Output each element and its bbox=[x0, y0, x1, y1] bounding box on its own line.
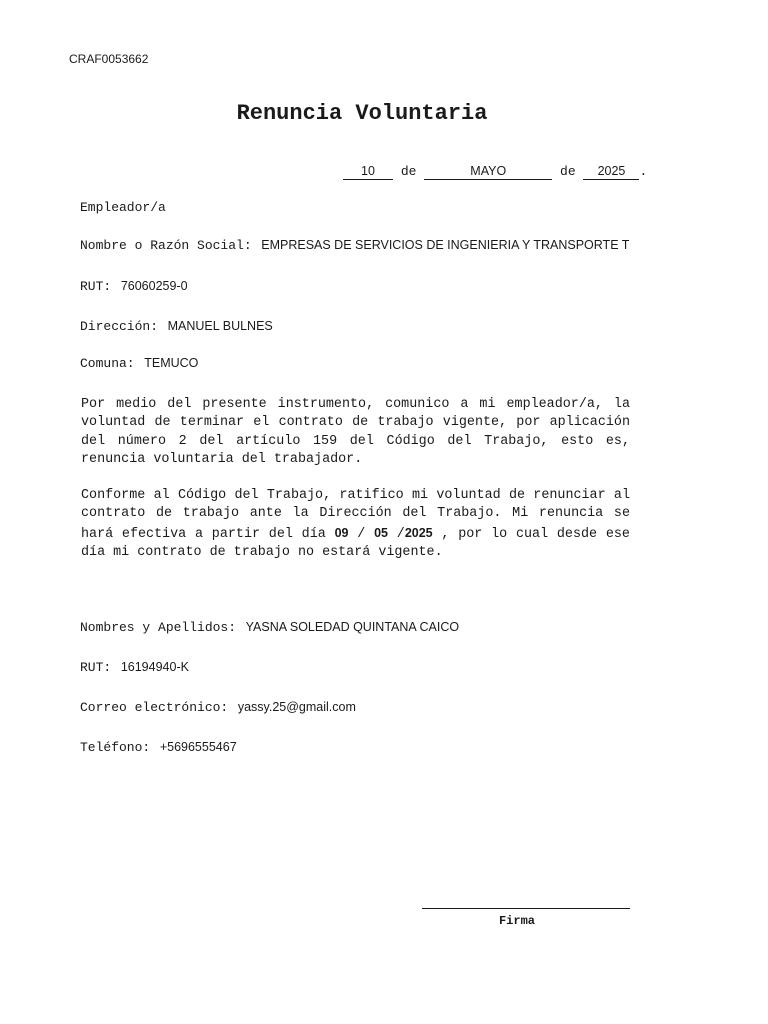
worker-rut-row bbox=[80, 658, 189, 676]
date-separator-2: de bbox=[560, 164, 576, 179]
employer-heading: Empleador/a bbox=[80, 200, 166, 215]
worker-phone-label: Teléfono: bbox=[80, 740, 151, 755]
employer-address-value: MANUEL BULNES bbox=[167, 319, 273, 333]
employer-name-row bbox=[80, 236, 629, 254]
date-separator-1: de bbox=[400, 164, 417, 179]
worker-phone-value: +5696555467 bbox=[159, 740, 237, 754]
employer-commune-value: TEMUCO bbox=[144, 356, 199, 370]
worker-rut-value: 16194940-K bbox=[120, 660, 189, 674]
worker-name-row bbox=[80, 618, 459, 636]
effective-month: 05 bbox=[374, 525, 388, 540]
employer-rut-value: 76060259-0 bbox=[120, 279, 188, 293]
worker-name-value: YASNA SOLEDAD QUINTANA CAICO bbox=[245, 620, 460, 634]
resignation-paragraph-2 bbox=[81, 487, 630, 562]
date-day: 10 bbox=[343, 164, 393, 180]
worker-email-value: yassy.25@gmail.com bbox=[237, 700, 356, 714]
date-month: MAYO bbox=[424, 164, 552, 180]
effective-year: 2025 bbox=[404, 525, 433, 540]
worker-email-row bbox=[80, 698, 356, 716]
employer-rut-label: RUT: bbox=[80, 279, 112, 294]
employer-address-label: Dirección: bbox=[80, 319, 159, 334]
worker-name-label: Nombres y Apellidos: bbox=[80, 620, 237, 635]
date-line bbox=[343, 164, 647, 180]
worker-email-label: Correo electrónico: bbox=[80, 700, 229, 715]
document-code: CRAF0053662 bbox=[69, 52, 149, 66]
employer-address-row bbox=[80, 317, 273, 335]
employer-rut-row bbox=[80, 277, 188, 295]
effective-date-slash-1: / bbox=[357, 526, 366, 542]
worker-phone-row bbox=[80, 738, 237, 756]
worker-rut-label: RUT: bbox=[80, 660, 112, 675]
employer-name-value: EMPRESAS DE SERVICIOS DE INGENIERIA Y TRANSPORTE T bbox=[261, 238, 630, 252]
document-title: Renuncia Voluntaria bbox=[236, 101, 488, 126]
effective-day: 09 bbox=[334, 525, 349, 540]
paragraph-2-text-after: , por lo cual desde ese día mi contrato de trabajo no estará vigente. bbox=[81, 526, 630, 560]
date-year: 2025 bbox=[583, 164, 639, 180]
employer-name-label: Nombre o Razón Social: bbox=[80, 238, 252, 253]
date-end: . bbox=[639, 164, 648, 179]
resignation-paragraph-1: Por medio del presente instrumento, comunico a mi empleador/a, la voluntad de terminar el contrato de trabajo vigente, por aplicación del número 2 del artículo 159 del Código del Trabajo, esto es, renuncia voluntaria del trabajador. bbox=[81, 397, 630, 467]
signature-line bbox=[422, 908, 630, 909]
employer-commune-row bbox=[80, 354, 198, 372]
effective-date-slash-2: / bbox=[396, 526, 405, 542]
employer-commune-label: Comuna: bbox=[80, 356, 135, 371]
paragraph-2-text-before: Conforme al Código del Trabajo, ratifico mi voluntad de renunciar al contrato de trabajo ante la Dirección del Trabajo. Mi renuncia se hará efectiva a partir del día bbox=[81, 488, 630, 542]
signature-label: Firma bbox=[498, 914, 535, 928]
